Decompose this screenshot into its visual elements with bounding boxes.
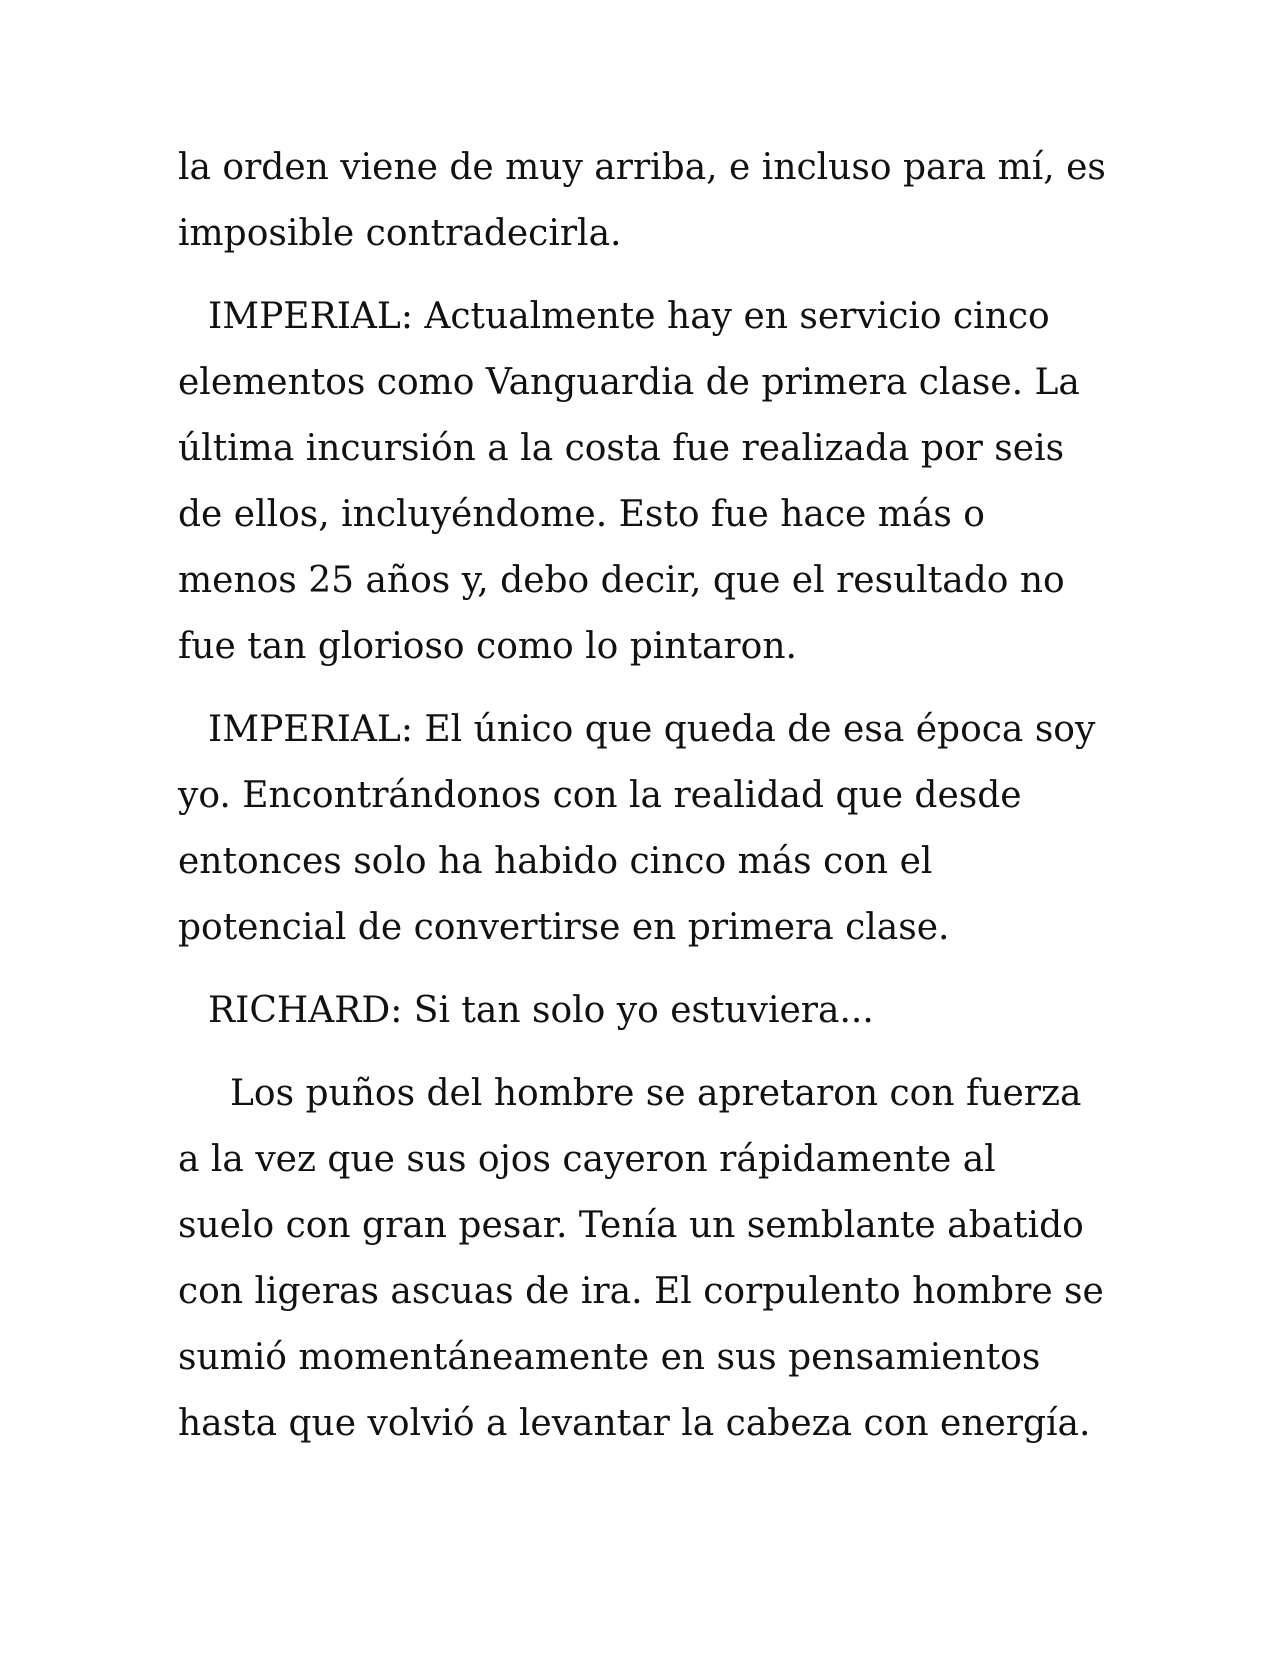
- text-line: elementos como Vanguardia de primera clase. La: [178, 362, 1080, 403]
- text-line: a la vez que sus ojos cayeron rápidamente al: [178, 1139, 996, 1180]
- text-line: fue tan glorioso como lo pintaron.: [178, 626, 797, 667]
- paragraph-richard-dialogue: [178, 978, 1118, 1044]
- text-line: última incursión a la costa fue realizada por seis: [178, 428, 1065, 469]
- paragraph-narration: [178, 1061, 1118, 1457]
- text-line: IMPERIAL: Actualmente hay en servicio cinco: [208, 296, 1050, 337]
- text-line: sumió momentáneamente en sus pensamientos: [178, 1337, 1041, 1378]
- text-line: menos 25 años y, debo decir, que el resultado no: [178, 560, 1065, 601]
- paragraph-continuation: [178, 135, 1118, 267]
- text-line: de ellos, incluyéndome. Esto fue hace más o: [178, 494, 985, 535]
- text-line: potencial de convertirse en primera clase.: [178, 907, 950, 948]
- text-line: Los puños del hombre se apretaron con fuerza: [230, 1073, 1082, 1114]
- text-line: suelo con gran pesar. Tenía un semblante abatido: [178, 1205, 1084, 1246]
- text-line: entonces solo ha habido cinco más con el: [178, 841, 933, 882]
- paragraph-imperial-dialogue-1: [178, 284, 1118, 680]
- text-line: IMPERIAL: El único que queda de esa época soy: [208, 709, 1096, 750]
- text-line: hasta que volvió a levantar la cabeza con energía.: [178, 1403, 1091, 1444]
- document-page: [178, 135, 1118, 1457]
- text-line: la orden viene de muy arriba, e incluso para mí, es: [178, 147, 1106, 188]
- text-line: con ligeras ascuas de ira. El corpulento hombre se: [178, 1271, 1104, 1312]
- text-line: RICHARD: Si tan solo yo estuviera...: [208, 990, 874, 1031]
- text-line: imposible contradecirla.: [178, 213, 622, 254]
- paragraph-imperial-dialogue-2: [178, 697, 1118, 961]
- text-line: yo. Encontrándonos con la realidad que desde: [178, 775, 1022, 816]
